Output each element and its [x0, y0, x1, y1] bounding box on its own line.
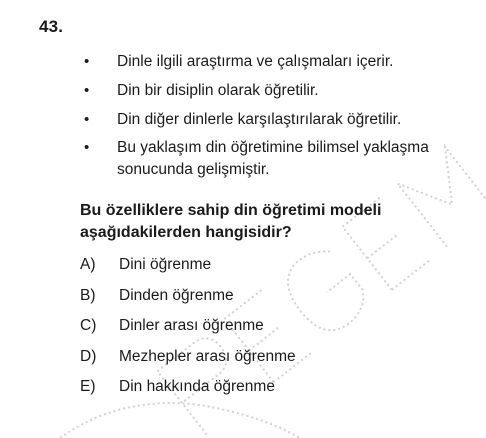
statement-item	[84, 109, 479, 131]
statement-item	[84, 80, 479, 102]
statement-text: Din bir disiplin olarak öğretilir.	[117, 82, 319, 99]
bullet-icon: •	[84, 82, 90, 99]
question-stem: Bu özelliklere sahip din öğretimi modeli aşağıdakilerden hangisidir?	[80, 202, 382, 241]
statement-text: Dinle ilgili araştırma ve çalışmaları içerir.	[117, 53, 394, 70]
option-text: Dinden öğrenme	[119, 286, 234, 304]
bullet-icon: •	[84, 139, 90, 156]
option-letter: E)	[80, 378, 96, 395]
bullet-icon: •	[84, 111, 90, 128]
option-letter: A)	[80, 256, 96, 273]
option-letter: B)	[80, 286, 96, 304]
option-text: Dinler arası öğrenme	[119, 317, 264, 334]
statement-text: Bu yaklaşım din öğretimine bilimsel yaklaşma sonucunda gelişmiştir.	[117, 139, 429, 178]
statement-item	[84, 51, 479, 73]
statement-text: Din diğer dinlerle karşılaştırılarak öğretilir.	[117, 111, 402, 128]
option-text: Mezhepler arası öğrenme	[119, 347, 296, 365]
option-text: Din hakkında öğrenme	[119, 378, 275, 395]
statement-list	[84, 51, 479, 181]
option-letter: C)	[80, 317, 97, 334]
bullet-icon: •	[84, 53, 90, 70]
statement-item	[84, 137, 479, 181]
option-letter: D)	[80, 347, 97, 365]
question-number: 43.	[39, 17, 64, 36]
option-text: Dini öğrenme	[119, 256, 212, 273]
